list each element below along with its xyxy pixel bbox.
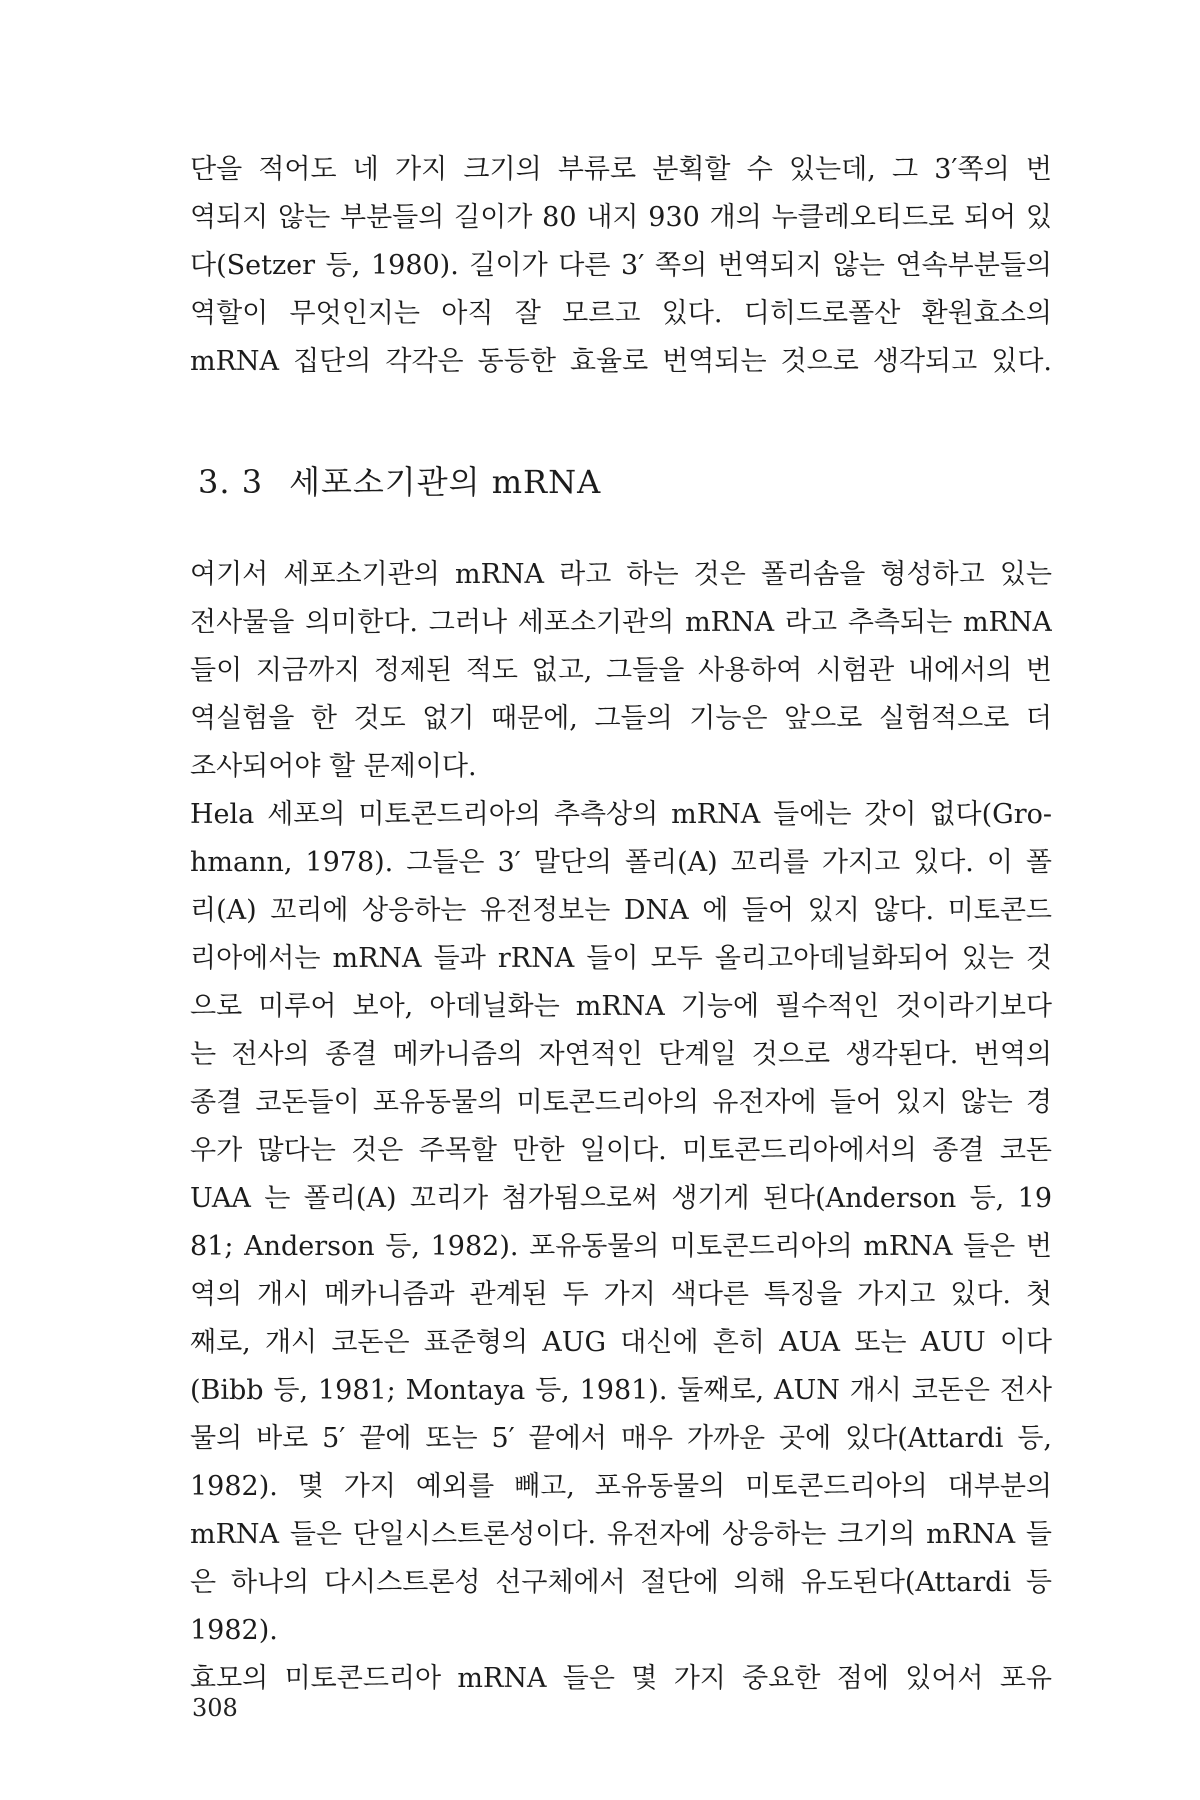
text-line: 는 전사의 종결 메카니즘의 자연적인 단계일 것으로 생각된다. 번역의 [190, 1039, 1052, 1070]
text-line: hmann, 1978). 그들은 3′ 말단의 폴리(A) 꼬리를 가지고 있다. 이 폴 [190, 847, 1052, 878]
text-line: UAA 는 폴리(A) 꼬리가 첨가됨으로써 생기게 된다(Anderson 등, 19 [190, 1183, 1052, 1214]
text-line: mRNA 들은 단일시스트론성이다. 유전자에 상응하는 크기의 mRNA 들 [190, 1519, 1052, 1550]
text-line: 전사물을 의미한다. 그러나 세포소기관의 mRNA 라고 추측되는 mRNA [190, 607, 1052, 638]
text-line: 리아에서는 mRNA 들과 rRNA 들이 모두 올리고아데닐화되어 있는 것 [190, 943, 1052, 974]
text-line: 역실험을 한 것도 없기 때문에, 그들의 기능은 앞으로 실험적으로 더 [190, 703, 1052, 734]
text-line: 단을 적어도 네 가지 크기의 부류로 분획할 수 있는데, 그 3′쪽의 번 [190, 154, 1052, 185]
text-line: 1982). 몇 가지 예외를 빼고, 포유동물의 미토콘드리아의 대부분의 [190, 1471, 1052, 1502]
text-line: 역되지 않는 부분들의 길이가 80 내지 930 개의 누클레오티드로 되어 있 [190, 202, 1052, 233]
text-line: 리(A) 꼬리에 상응하는 유전정보는 DNA 에 들어 있지 않다. 미토콘드 [190, 895, 1052, 926]
text-line: 종결 코돈들이 포유동물의 미토콘드리아의 유전자에 들어 있지 않는 경 [190, 1087, 1052, 1118]
text-line: 우가 많다는 것은 주목할 만한 일이다. 미토콘드리아에서의 종결 코돈 [190, 1135, 1052, 1166]
text-line: Hela 세포의 미토콘드리아의 추측상의 mRNA 들에는 갓이 없다(Gro- [190, 799, 1052, 830]
section-heading [198, 458, 601, 506]
text-line: 81; Anderson 등, 1982). 포유동물의 미토콘드리아의 mRNA 들은 번 [190, 1231, 1052, 1262]
text-line: 효모의 미토콘드리아 mRNA 들은 몇 가지 중요한 점에 있어서 포유 [190, 1663, 1052, 1694]
section-title: 세포소기관의 mRNA [289, 463, 602, 501]
text-line: 들이 지금까지 정제된 적도 없고, 그들을 사용하여 시험관 내에서의 번 [190, 655, 1052, 686]
text-line: 다(Setzer 등, 1980). 길이가 다른 3′ 쪽의 번역되지 않는 연속부분들의 [190, 250, 1052, 281]
text-line: (Bibb 등, 1981; Montaya 등, 1981). 둘째로, AUN 개시 코돈은 전사 [190, 1375, 1052, 1406]
top-paragraph [190, 146, 1052, 386]
text-line: 으로 미루어 보아, 아데닐화는 mRNA 기능에 필수적인 것이라기보다 [190, 991, 1052, 1022]
text-line: 역할이 무엇인지는 아직 잘 모르고 있다. 디히드로폴산 환원효소의 [190, 298, 1052, 329]
section-number: 3. 3 [198, 463, 264, 501]
text-line: 은 하나의 다시스트론성 선구체에서 절단에 의해 유도된다(Attardi 등 [190, 1567, 1052, 1598]
text-line: 여기서 세포소기관의 mRNA 라고 하는 것은 폴리솜을 형성하고 있는 [190, 559, 1052, 590]
section-body [190, 551, 1052, 1703]
text-line: 물의 바로 5′ 끝에 또는 5′ 끝에서 매우 가까운 곳에 있다(Attardi 등, [190, 1423, 1052, 1454]
text-line: 역의 개시 메카니즘과 관계된 두 가지 색다른 특징을 가지고 있다. 첫 [190, 1279, 1052, 1310]
text-line: mRNA 집단의 각각은 동등한 효율로 번역되는 것으로 생각되고 있다. [190, 346, 1052, 377]
text-line: 1982). [190, 1615, 278, 1646]
text-line: 조사되어야 할 문제이다. [190, 751, 477, 782]
page-number: 308 [192, 1694, 238, 1722]
text-line: 째로, 개시 코돈은 표준형의 AUG 대신에 흔히 AUA 또는 AUU 이다 [190, 1327, 1052, 1358]
